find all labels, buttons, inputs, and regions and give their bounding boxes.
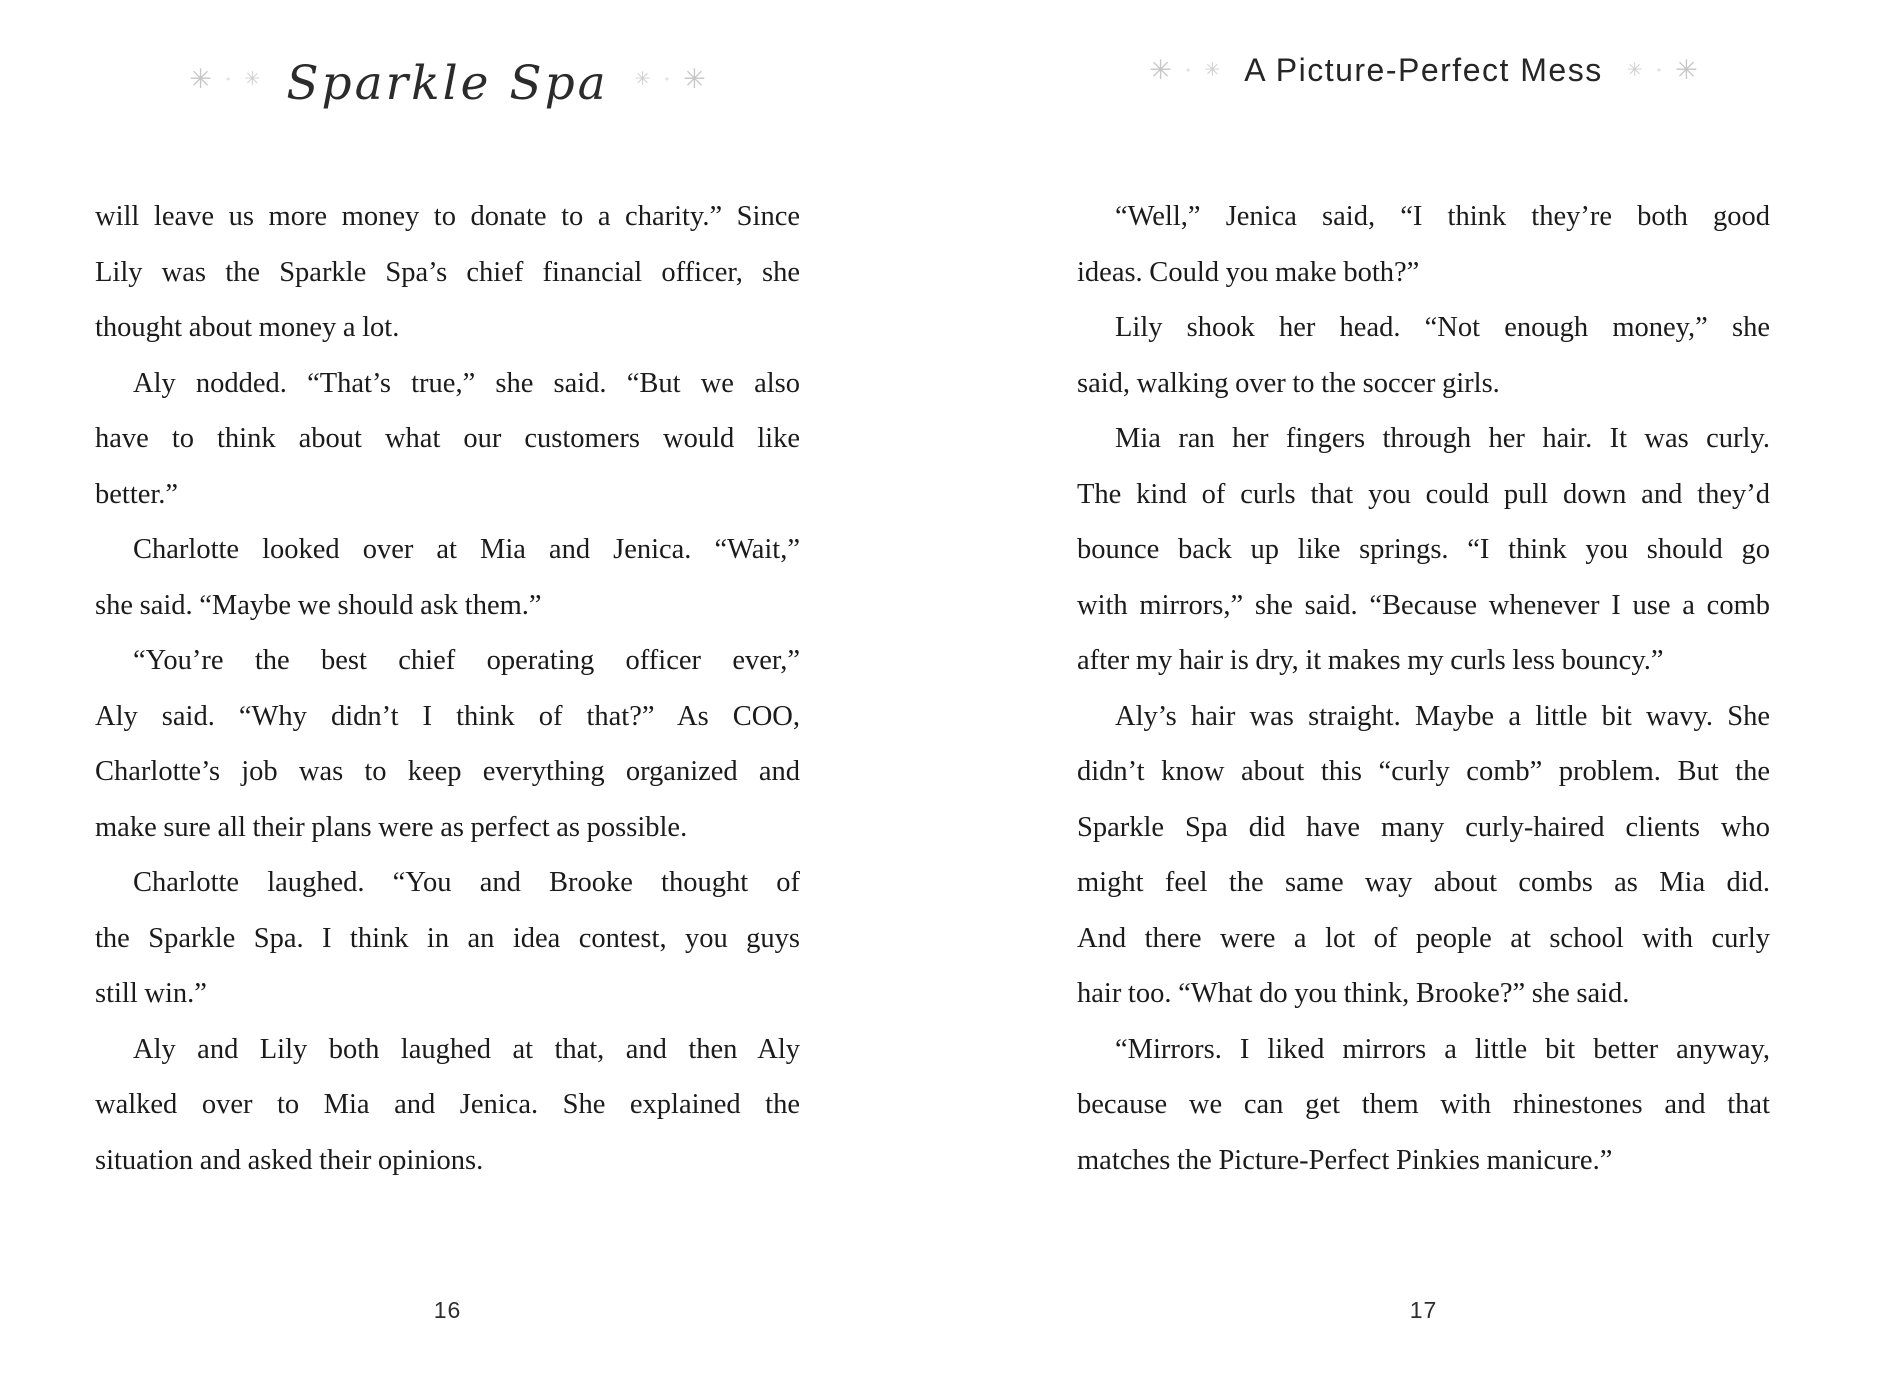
text-line: Mia ran her fingers through her hair. It was curly. [1115, 423, 1770, 454]
text-line: Charlotte laughed. “You and Brooke thought of [133, 867, 800, 898]
text-line: with mirrors,” she said. “Because whenever I use a comb [1077, 589, 1770, 621]
sparkle-star-icon: ✳ [1626, 59, 1643, 81]
text-line: “You’re the best chief operating officer ever,” [133, 645, 800, 676]
text-line: Lily shook her head. “Not enough money,” she [1115, 312, 1770, 343]
text-line: because we can get them with rhinestones and that [1077, 1089, 1770, 1120]
text-line: better.” [95, 478, 179, 510]
sparkle-dot-icon: • [224, 73, 232, 86]
text-line: “Well,” Jenica said, “I think they’re both good [1115, 201, 1770, 232]
text-line: Sparkle Spa did have many curly-haired clients who [1077, 811, 1770, 843]
text-line: Charlotte looked over at Mia and Jenica. “Wait,” [133, 534, 800, 565]
sparkle-stars-right [1627, 57, 1698, 84]
left-page-number: 16 [433, 1297, 462, 1323]
sparkle-stars-left [1149, 57, 1220, 84]
sparkle-star-icon: ✳ [189, 64, 212, 95]
right-header-title: A Picture-Perfect Mess [1244, 52, 1603, 88]
sparkle-star-icon: ✳ [1204, 59, 1221, 81]
sparkle-star-icon: ✳ [1675, 55, 1698, 86]
text-line: And there were a lot of people at school with curly [1077, 922, 1770, 954]
text-line: situation and asked their opinions. [95, 1144, 484, 1176]
text-line: “Mirrors. I liked mirrors a little bit better anyway, [1115, 1033, 1770, 1065]
right-page-number: 17 [1409, 1297, 1438, 1323]
text-line: walked over to Mia and Jenica. She explained the [95, 1089, 800, 1120]
sparkle-dot-icon: • [1655, 64, 1663, 77]
sparkle-stars-left [189, 66, 260, 93]
left-text-column [95, 189, 800, 1188]
text-line: after my hair is dry, it makes my curls less bouncy.” [1077, 645, 1664, 676]
right-text-column [1077, 189, 1770, 1188]
text-line: have to think about what our customers would like [95, 423, 800, 454]
text-line: make sure all their plans were as perfect as possible. [95, 811, 688, 843]
page-left [0, 0, 940, 1400]
text-line: the Sparkle Spa. I think in an idea contest, you guys [95, 922, 800, 954]
text-line: said, walking over to the soccer girls. [1077, 367, 1500, 399]
text-line: thought about money a lot. [95, 312, 400, 343]
text-line: matches the Picture-Perfect Pinkies manicure.” [1077, 1144, 1613, 1176]
text-line: Charlotte’s job was to keep everything organized and [95, 756, 800, 787]
sparkle-dot-icon: • [663, 73, 671, 86]
sparkle-star-icon: ✳ [1149, 55, 1172, 86]
text-line: didn’t know about this “curly comb” problem. But the [1077, 756, 1770, 787]
sparkle-star-icon: ✳ [244, 68, 261, 90]
text-line: Aly said. “Why didn’t I think of that?” As COO, [95, 700, 800, 732]
text-line: she said. “Maybe we should ask them.” [95, 589, 542, 621]
sparkle-dot-icon: • [1184, 64, 1192, 77]
text-line: The kind of curls that you could pull down and they’d [1077, 478, 1770, 510]
sparkle-star-icon: ✳ [683, 64, 706, 95]
right-running-head [1077, 52, 1770, 89]
text-line: will leave us more money to donate to a charity.” Since [95, 201, 800, 232]
text-line: Aly nodded. “That’s true,” she said. “But we also [133, 367, 800, 399]
text-line: Aly and Lily both laughed at that, and then Aly [133, 1033, 800, 1065]
text-line: bounce back up like springs. “I think you should go [1077, 534, 1770, 565]
left-header-title: Sparkle Spa [286, 56, 609, 111]
sparkle-stars-right [635, 66, 706, 93]
sparkle-star-icon: ✳ [634, 68, 651, 90]
text-line: Lily was the Sparkle Spa’s chief financial officer, she [95, 256, 800, 288]
page-right [941, 0, 1881, 1400]
text-line: might feel the same way about combs as Mia did. [1077, 867, 1770, 898]
left-running-head [95, 52, 800, 111]
text-line: Aly’s hair was straight. Maybe a little bit wavy. She [1115, 700, 1770, 732]
text-line: hair too. “What do you think, Brooke?” she said. [1077, 978, 1630, 1009]
text-line: ideas. Could you make both?” [1077, 256, 1420, 288]
text-line: still win.” [95, 978, 207, 1009]
